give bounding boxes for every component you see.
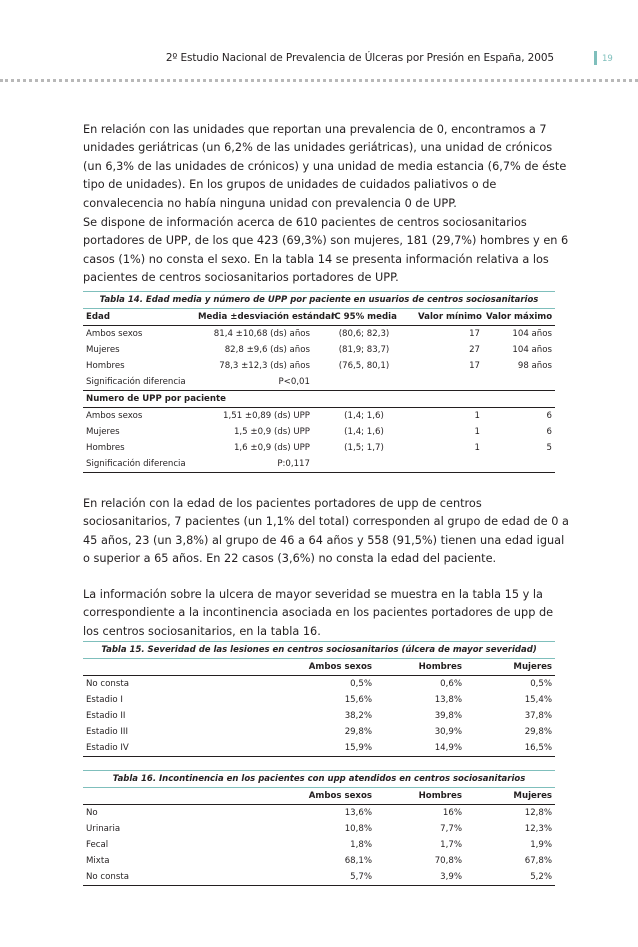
column-header: IC 95% media xyxy=(313,309,415,326)
table-row xyxy=(83,456,555,473)
table-15 xyxy=(83,641,555,757)
cell: 68,1% xyxy=(344,856,372,866)
cell: Estadio I xyxy=(86,695,123,705)
cell: 1 xyxy=(474,411,480,421)
paragraph-1: En relación con las unidades que reportan una prevalencia de 0, encontramos a 7 unidades geriátricas (un 6,2% de las unidades geriátricas), una unidad de crónicos (un 6,3% de las unidades de crónicos) y una unidad de media estancia (6,7% de éste tipo de unidades). En los grupos de unidades de cuidados paliativos o de convalecencia no había ninguna unidad con prevalencia 0 de UPP. xyxy=(83,123,567,210)
cell: 15,6% xyxy=(344,695,372,705)
header-dotted-divider xyxy=(0,79,638,82)
cell: 104 años xyxy=(512,345,552,355)
cell: Fecal xyxy=(86,840,109,850)
cell: Mujeres xyxy=(86,345,120,355)
cell: 1,5 ±0,9 (ds) UPP xyxy=(233,427,310,437)
table-16-caption: Tabla 16. Incontinencia en los pacientes con upp atendidos en centros sociosanitarios xyxy=(83,771,555,788)
cell: 5 xyxy=(546,443,552,453)
cell: 82,8 ±9,6 (ds) años xyxy=(224,345,310,355)
column-header: Hombres xyxy=(375,788,465,805)
cell: 10,8% xyxy=(344,824,372,834)
cell: 81,4 ±10,68 (ds) años xyxy=(213,329,310,339)
cell: 1,51 ±0,89 (ds) UPP xyxy=(223,411,310,421)
cell: 12,8% xyxy=(524,808,553,818)
cell: Estadio II xyxy=(86,711,126,721)
cell: (1,5; 1,7) xyxy=(344,443,384,453)
cell: 13,6% xyxy=(344,808,372,818)
cell: 16,5% xyxy=(465,740,555,757)
cell: No consta xyxy=(83,869,287,886)
cell: 3,9% xyxy=(375,869,465,886)
cell: 27 xyxy=(469,345,480,355)
cell: 1,6 ±0,9 (ds) UPP xyxy=(233,443,310,453)
table-row xyxy=(83,424,555,440)
cell: (76,5, 80,1) xyxy=(338,361,390,371)
cell: 5,2% xyxy=(465,869,555,886)
page-number: 19 xyxy=(602,54,613,64)
table-caption xyxy=(83,292,555,309)
cell: Significación diferencia xyxy=(86,377,186,387)
cell: (1,4; 1,6) xyxy=(344,411,384,421)
cell: 12,3% xyxy=(524,824,553,834)
cell xyxy=(415,374,483,391)
cell xyxy=(313,456,415,473)
cell: (1,4; 1,6) xyxy=(344,427,384,437)
table-row xyxy=(83,724,555,740)
paragraph-3: En relación con la edad de los pacientes portadores de upp de centros sociosanitarios, 7 pacientes (un 1,1% del total) corresponden al grupo de edad de 0 a 45 años, 23 (un 3,8%) al grupo de 46 a 64 años y 558 (91,5%) tienen una edad igual o superior a 65 años. En 22 casos (3,6%) no consta la edad del paciente. xyxy=(83,497,569,566)
table-row xyxy=(83,805,555,822)
cell: Estadio III xyxy=(86,727,128,737)
table-row xyxy=(83,358,555,374)
column-header xyxy=(83,659,287,676)
table-row xyxy=(83,326,555,343)
column-header: Ambos sexos xyxy=(287,659,375,676)
cell xyxy=(415,456,483,473)
cell xyxy=(483,456,555,473)
header-accent-bar xyxy=(594,51,597,65)
table-row xyxy=(83,708,555,724)
paragraph-2: Se dispone de información acerca de 610 pacientes de centros sociosanitarios portadores de UPP, de los que 423 (69,3%) son mujeres, 181 (29,7%) hombres y en 6 casos (1%) no consta el sexo. En la tabla 14 se presenta información relativa a los pacientes de centros sociosanitarios portadores de UPP. xyxy=(83,216,569,285)
table-row xyxy=(83,837,555,853)
cell: No consta xyxy=(86,679,129,689)
table-header-row xyxy=(83,659,555,676)
column-header xyxy=(83,788,287,805)
cell: 5,7% xyxy=(287,869,375,886)
cell: 1 xyxy=(474,427,480,437)
cell: P:0,117 xyxy=(195,456,313,473)
column-header: Ambos sexos xyxy=(287,788,375,805)
cell: Urinaria xyxy=(86,824,121,834)
table-caption xyxy=(83,642,555,659)
cell: 78,3 ±12,3 (ds) años xyxy=(219,361,310,371)
column-header: Hombres xyxy=(375,659,465,676)
column-header: Mujeres xyxy=(465,788,555,805)
table-16 xyxy=(83,770,555,886)
cell: 1,7% xyxy=(440,840,462,850)
cell: 17 xyxy=(469,361,480,371)
cell: 16% xyxy=(442,808,462,818)
cell: 17 xyxy=(469,329,480,339)
cell xyxy=(313,374,415,391)
cell: 98 años xyxy=(517,361,552,371)
cell: 1,8% xyxy=(350,840,372,850)
cell: 29,8% xyxy=(524,727,553,737)
cell: 15,4% xyxy=(524,695,553,705)
table-row xyxy=(83,869,555,886)
table-row xyxy=(83,440,555,456)
cell: 15,9% xyxy=(287,740,375,757)
table-row xyxy=(83,374,555,391)
table-header-row xyxy=(83,309,555,326)
cell: P<0,01 xyxy=(278,377,310,387)
table-subheader-row xyxy=(83,391,555,408)
column-header: Edad xyxy=(83,309,195,326)
table-row xyxy=(83,821,555,837)
table-15-caption: Tabla 15. Severidad de las lesiones en centros sociosanitarios (úlcera de mayor severidad) xyxy=(83,642,555,659)
table-14 xyxy=(83,291,555,473)
cell: 104 años xyxy=(512,329,552,339)
cell: Significación diferencia xyxy=(83,456,195,473)
cell: 38,2% xyxy=(344,711,372,721)
cell xyxy=(483,374,555,391)
cell: 37,8% xyxy=(524,711,553,721)
cell: 14,9% xyxy=(375,740,465,757)
table-row xyxy=(83,692,555,708)
cell: Ambos sexos xyxy=(86,411,143,421)
cell: 7,7% xyxy=(440,824,462,834)
table-caption xyxy=(83,771,555,788)
table-row xyxy=(83,342,555,358)
cell: 1,9% xyxy=(530,840,553,850)
table-14-caption: Tabla 14. Edad media y número de UPP por paciente en usuarios de centros sociosanitarios xyxy=(83,292,555,309)
table-14-subheader: Numero de UPP por paciente xyxy=(83,391,555,408)
cell: 0,6% xyxy=(440,679,462,689)
cell: 1 xyxy=(474,443,480,453)
cell: Mujeres xyxy=(86,427,120,437)
cell: No xyxy=(86,808,98,818)
table-row xyxy=(83,740,555,757)
cell: Estadio IV xyxy=(83,740,287,757)
cell: 0,5% xyxy=(350,679,372,689)
cell: 0,5% xyxy=(530,679,553,689)
cell: Ambos sexos xyxy=(86,329,143,339)
cell: 39,8% xyxy=(434,711,462,721)
cell: (81,9; 83,7) xyxy=(338,345,390,355)
column-header: Mujeres xyxy=(465,659,555,676)
cell: Hombres xyxy=(86,443,125,453)
cell: 13,8% xyxy=(434,695,462,705)
table-header-row xyxy=(83,788,555,805)
cell: 6 xyxy=(546,427,552,437)
column-header: Media ±desviación estándar xyxy=(195,309,313,326)
cell: (80,6; 82,3) xyxy=(338,329,390,339)
column-header: Valor máximo xyxy=(483,309,555,326)
column-header: Valor mínimo xyxy=(415,309,483,326)
cell: Mixta xyxy=(86,856,110,866)
cell: 67,8% xyxy=(524,856,553,866)
running-header-title: 2º Estudio Nacional de Prevalencia de Úlceras por Presión en España, 2005 xyxy=(165,52,554,64)
cell: 29,8% xyxy=(344,727,372,737)
paragraph-4: La información sobre la ulcera de mayor severidad se muestra en la tabla 15 y la correspondiente a la incontinencia asociada en los pacientes portadores de upp de los centros sociosanitarios, en la tabla 16. xyxy=(83,588,554,638)
cell: 70,8% xyxy=(434,856,462,866)
table-row xyxy=(83,853,555,869)
table-row xyxy=(83,676,555,693)
table-row xyxy=(83,408,555,425)
cell: 6 xyxy=(546,411,552,421)
cell: Hombres xyxy=(86,361,125,371)
cell: 30,9% xyxy=(434,727,462,737)
